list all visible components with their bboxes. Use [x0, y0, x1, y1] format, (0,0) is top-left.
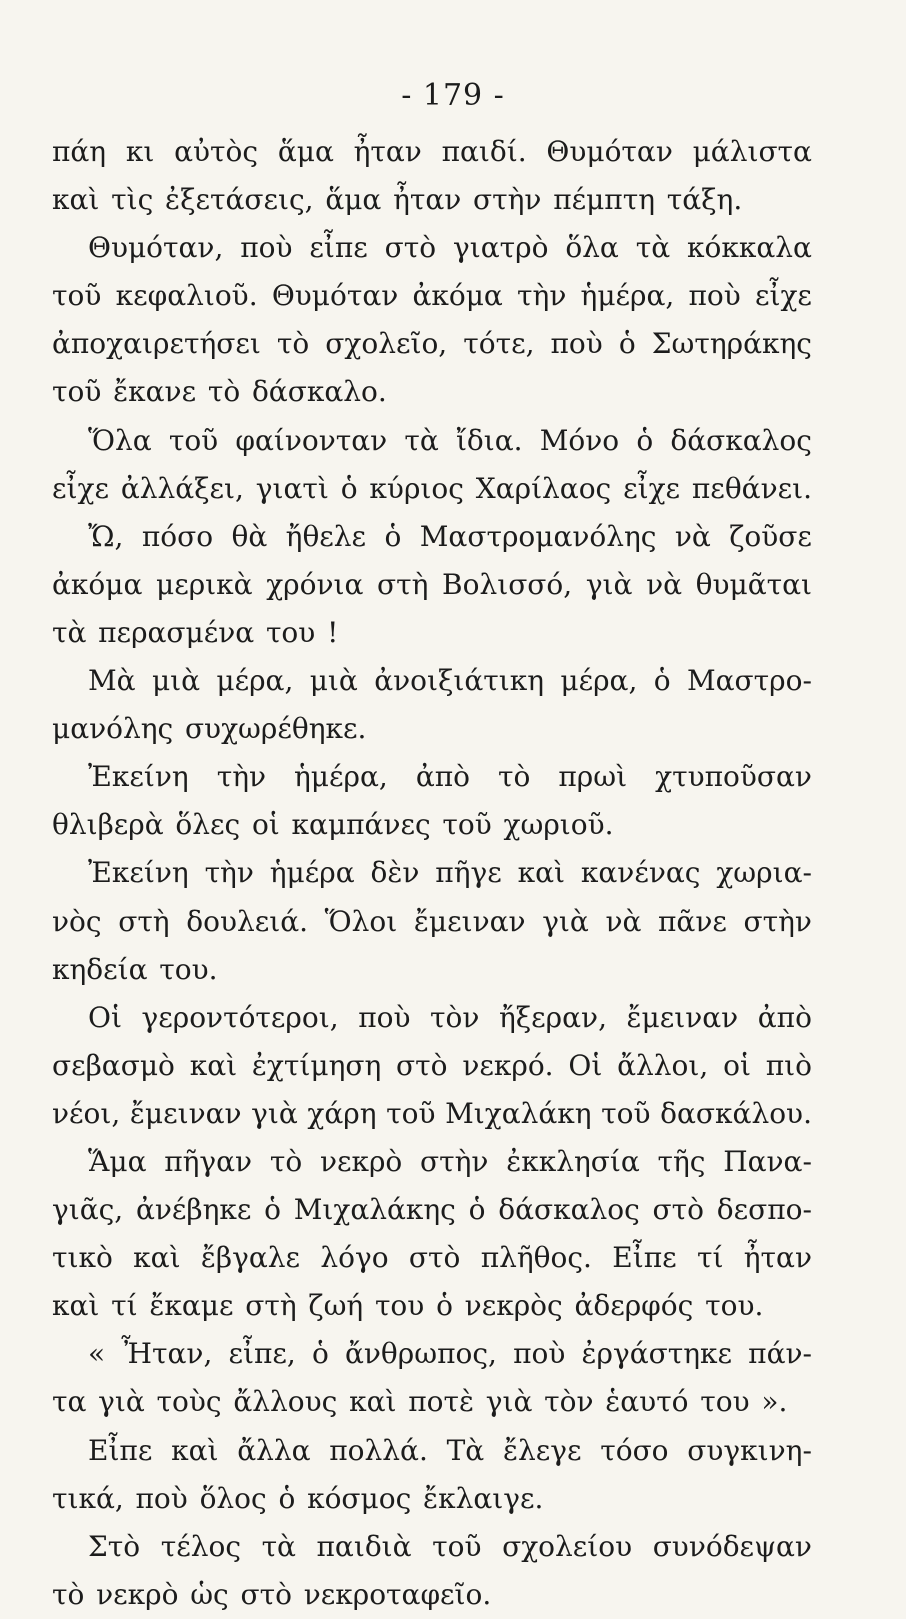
word: ἀπὸ: [757, 1000, 812, 1034]
text-line: [52, 1186, 812, 1234]
text-line: [52, 1475, 812, 1523]
word: Εἶπε: [612, 1241, 677, 1275]
word: καὶ: [52, 1289, 100, 1323]
word: ζοῦσε: [729, 519, 812, 553]
text-line: [52, 513, 812, 561]
word: Εἶπε: [88, 1433, 153, 1467]
word: τί: [111, 1289, 138, 1323]
word: πῆγε: [435, 856, 502, 890]
word: φαίνονταν: [235, 423, 388, 457]
word: Χαρίλαος: [475, 471, 612, 505]
text-line: [52, 465, 812, 513]
word: χάρη: [307, 1096, 377, 1130]
word: ἡμέρα,: [580, 279, 675, 313]
word: τὸ: [269, 1144, 303, 1178]
word: τάξη.: [666, 183, 743, 217]
word: χτυποῦσαν: [655, 760, 812, 794]
text-line: [52, 801, 812, 849]
word: οἱ: [251, 808, 280, 842]
word: Μὰ: [88, 664, 136, 698]
word: ἅμα: [325, 183, 382, 217]
word: ἦταν: [353, 135, 422, 168]
body-text: [52, 128, 812, 1619]
text-line: [52, 1427, 812, 1475]
word: πολλά.: [329, 1433, 428, 1467]
word: ἐκκλησία: [506, 1144, 640, 1178]
word: ἀκόμα: [52, 567, 143, 601]
word: τὸ: [207, 375, 241, 409]
word: Μαστρομανόλης: [419, 519, 657, 553]
word: παιδιὰ: [316, 1529, 412, 1563]
word: στὸ: [384, 231, 437, 265]
word: τοῦ: [52, 375, 102, 409]
word: κηδεία: [52, 952, 148, 986]
word: χωριοῦ.: [503, 808, 614, 842]
word: γιὰ: [542, 904, 589, 938]
word: Ἐκείνη: [88, 760, 189, 794]
word: θυμᾶται: [695, 567, 812, 601]
word: ποὺ: [135, 1481, 188, 1515]
word: τῆς: [657, 1144, 706, 1178]
word: τοῦ: [52, 279, 102, 313]
word: ».: [761, 1385, 788, 1419]
word: μερικὰ: [156, 567, 253, 601]
word: πάν-: [748, 1337, 812, 1371]
word: ἐργάστηκε: [581, 1337, 733, 1371]
word: τὰ: [261, 1529, 296, 1563]
word: ποὺ: [513, 1337, 566, 1371]
word: του: [374, 1289, 425, 1323]
word: τὸ: [498, 760, 531, 794]
word: εἶχε: [52, 471, 109, 505]
word: Πανα-: [723, 1144, 812, 1178]
word: ἐχτίμηση: [251, 1048, 382, 1082]
word: του.: [159, 952, 218, 986]
word: ποὺ: [240, 231, 293, 265]
text-line: [52, 1523, 812, 1571]
word: γιὰ: [485, 1385, 533, 1419]
word: ἐξετάσεις,: [165, 183, 314, 217]
text-line: [52, 1378, 812, 1426]
word: σχολεῖο,: [325, 327, 448, 361]
word: ἀκόμα: [412, 279, 503, 313]
word: ἦταν: [393, 183, 462, 217]
word: αὐτὸς: [174, 135, 259, 168]
word: καμπάνες: [291, 808, 431, 842]
word: καὶ: [517, 856, 565, 890]
word: ἄλλοι,: [617, 1048, 709, 1082]
word: τόσο: [600, 1433, 669, 1467]
word: τοῦ: [601, 1096, 651, 1130]
text-line: [52, 272, 812, 320]
word: καὶ: [189, 1048, 238, 1082]
word: πέμπτη: [553, 183, 655, 217]
text-line: [52, 320, 812, 368]
word: ἔβγαλε: [200, 1241, 301, 1275]
text-line: [52, 898, 812, 946]
word: ὁ: [311, 1337, 329, 1371]
word: γιὰ: [98, 1385, 145, 1419]
word: Σωτηράκης: [651, 327, 812, 361]
word: τὴν: [216, 760, 266, 794]
word: τικά,: [52, 1481, 124, 1515]
word: περασμένα: [98, 615, 255, 649]
word: δασκάλου.: [660, 1096, 812, 1130]
word: γιατὶ: [255, 471, 329, 505]
text-line: [52, 176, 812, 224]
word: ἔκλαιγε.: [423, 1481, 544, 1515]
word: ἅμα: [277, 135, 334, 168]
word: ὁ: [436, 1289, 453, 1323]
word: ἀνοιξιάτικη: [374, 664, 545, 698]
word: σχολείου: [502, 1529, 633, 1563]
word: Θυμόταν,: [88, 231, 224, 265]
word: ἀποχαιρετήσει: [52, 327, 261, 361]
word: ὡς: [190, 1577, 229, 1611]
word: πάη: [52, 135, 107, 168]
word: μάλιστα: [692, 135, 812, 168]
word: θὰ: [231, 519, 268, 553]
word: τὸ: [52, 1577, 85, 1611]
word: ἀλλάξει,: [120, 471, 244, 505]
word: στὸ: [240, 1577, 292, 1611]
text-line: [52, 1042, 812, 1090]
text-line: [52, 1138, 812, 1186]
word: πεθάνει.: [691, 471, 812, 505]
word: ἡμέρα,: [294, 760, 388, 794]
word: μιὰ: [151, 664, 201, 698]
word: κόσμος: [307, 1481, 412, 1515]
word: τὸν: [544, 1385, 594, 1419]
text-line: [52, 753, 812, 801]
word: τοῦ: [168, 423, 219, 457]
word: ἄλλα: [237, 1433, 311, 1467]
word: πιὸ: [765, 1048, 812, 1082]
word: ποὺ: [358, 1000, 411, 1034]
word: ὁ: [618, 327, 636, 361]
word: ζωή: [308, 1289, 364, 1323]
word: εἶχε: [754, 279, 812, 313]
word: κανένας: [580, 856, 701, 890]
word: ἔμειναν: [413, 904, 526, 938]
word: Θυμόταν: [546, 135, 673, 168]
word: Μαστρο-: [686, 664, 812, 698]
word: τὶς: [111, 183, 154, 217]
word: Τὰ: [446, 1433, 485, 1467]
word: καὶ: [52, 183, 100, 217]
text-line: [52, 849, 812, 897]
word: ποὺ: [550, 327, 603, 361]
word: τικὸ: [52, 1241, 113, 1275]
word: ὅλες: [175, 808, 241, 842]
word: συγκινη-: [687, 1433, 812, 1467]
word: Ἦταν,: [121, 1337, 213, 1371]
word: κι: [125, 135, 155, 168]
word: μέρα,: [560, 664, 638, 698]
word: εἶχε: [623, 471, 681, 505]
word: στὴ: [377, 567, 429, 601]
word: καὶ: [349, 1385, 397, 1419]
word: κύριος: [369, 471, 464, 505]
word: νεκρό.: [462, 1048, 554, 1082]
word: Μιχαλάκη: [445, 1096, 592, 1130]
word: Ὅλοι: [324, 904, 398, 938]
word: εἶπε: [309, 231, 368, 265]
word: νὰ: [646, 567, 682, 601]
word: κεφαλιοῦ.: [115, 279, 258, 313]
word: χωρια-: [716, 856, 812, 890]
word: οἱ: [723, 1048, 751, 1082]
text-line: [52, 1090, 812, 1138]
word: ἀδερφός: [574, 1289, 694, 1323]
word: τὰ: [52, 615, 87, 649]
word: τὰ: [635, 231, 671, 265]
word: ἔκαμε: [149, 1289, 234, 1323]
word: ὁ: [264, 1193, 281, 1227]
text-line: [52, 994, 812, 1042]
word: ἤξεραν,: [498, 1000, 607, 1034]
word: ποτὲ: [408, 1385, 474, 1419]
word: στὸ: [396, 1048, 448, 1082]
text-line: [52, 128, 812, 176]
word: ἀπὸ: [415, 760, 470, 794]
text-line: [52, 946, 812, 994]
word: Μόνο: [539, 423, 620, 457]
word: στὴν: [420, 1144, 489, 1178]
word: δὲν: [370, 856, 420, 890]
word: Θυμόταν: [271, 279, 399, 313]
word: νεκρὸ: [96, 1577, 179, 1611]
word: ἑαυτό: [605, 1385, 689, 1419]
word: στὴν: [473, 183, 542, 217]
word: Οἱ: [568, 1048, 603, 1082]
word: ἄλλους: [233, 1385, 338, 1419]
word: ἀνέβηκε: [135, 1193, 252, 1227]
word: πόσο: [141, 519, 214, 553]
word: μιὰ: [309, 664, 358, 698]
word: «: [88, 1337, 106, 1371]
word: ὁ: [384, 519, 402, 553]
word: Ὅλα: [88, 423, 152, 457]
word: γιὰ: [585, 567, 633, 601]
word: του: [700, 1385, 750, 1419]
word: στὸ: [652, 1193, 705, 1227]
word: του: [265, 615, 316, 649]
word: του.: [705, 1289, 764, 1323]
text-line: [52, 1234, 812, 1282]
word: στὸ: [408, 1241, 461, 1275]
word: γιατρὸ: [453, 231, 549, 265]
word: Ἅμα: [88, 1144, 147, 1178]
word: νέοι,: [52, 1096, 121, 1130]
word: τὰ: [404, 423, 439, 457]
word: δουλειά.: [186, 904, 309, 938]
word: δεσπο-: [716, 1193, 812, 1227]
word: χρόνια: [266, 567, 364, 601]
word: νὰ: [674, 519, 711, 553]
word: νὰ: [605, 904, 642, 938]
word: ἔκανε: [113, 375, 197, 409]
word: καὶ: [171, 1433, 219, 1467]
word: τὴν: [204, 856, 254, 890]
word: στὴ: [245, 1289, 297, 1323]
word: ὁ: [653, 664, 671, 698]
word: γιᾶς,: [52, 1193, 124, 1227]
word: τέλος: [160, 1529, 241, 1563]
word: Μιχαλάκης: [293, 1193, 456, 1227]
word: πᾶνε: [658, 904, 727, 938]
word: ἦταν: [743, 1241, 812, 1275]
word: νεκρὸς: [464, 1289, 563, 1323]
text-line: [52, 417, 812, 465]
word: σεβασμὸ: [52, 1048, 175, 1082]
word: καὶ: [133, 1241, 181, 1275]
word: στὴ: [118, 904, 170, 938]
word: ἔλεγε: [502, 1433, 582, 1467]
word: δάσκαλος: [670, 423, 812, 457]
word: ὁ: [340, 471, 358, 505]
word: μανόλης: [52, 712, 174, 746]
word: πῆγαν: [164, 1144, 253, 1178]
word: δάσκαλος: [498, 1193, 640, 1227]
word: συχωρέθηκε.: [184, 712, 367, 746]
word: νὸς: [52, 904, 102, 938]
word: μέρα,: [216, 664, 294, 698]
word: νεκροταφεῖο.: [303, 1577, 492, 1611]
word: ὅλος: [199, 1481, 267, 1515]
word: νεκρὸ: [319, 1144, 403, 1178]
text-line: [52, 561, 812, 609]
word: ποὺ: [688, 279, 741, 313]
word: τὸν: [430, 1000, 480, 1034]
word: τοῦ: [432, 1529, 482, 1563]
word: ἔμειναν: [129, 1096, 242, 1130]
text-line: [52, 657, 812, 705]
word: πλῆθος.: [480, 1241, 592, 1275]
word: ὁ: [278, 1481, 296, 1515]
word: τότε,: [463, 327, 535, 361]
word: !: [327, 615, 339, 649]
word: Οἱ: [88, 1000, 122, 1034]
word: τὴν: [517, 279, 567, 313]
word: στὴν: [743, 904, 812, 938]
word: ἡμέρα: [269, 856, 355, 890]
word: θλιβερὰ: [52, 808, 164, 842]
word: Βολισσό,: [442, 567, 573, 601]
word: πρωὶ: [558, 760, 628, 794]
page-number: - 179 -: [401, 78, 505, 113]
word: εἶπε,: [228, 1337, 296, 1371]
word: τα: [52, 1385, 87, 1419]
word: ὁ: [636, 423, 654, 457]
text-line: [52, 705, 812, 753]
word: τοῦ: [442, 808, 492, 842]
word: γιὰ: [251, 1096, 298, 1130]
word: τὸ: [276, 327, 310, 361]
word: κόκκαλα: [687, 231, 812, 265]
word: Στὸ: [88, 1529, 141, 1563]
word: λόγο: [320, 1241, 389, 1275]
word: Ἐκείνη: [88, 856, 189, 890]
word: ἔμειναν: [626, 1000, 739, 1034]
text-line: [52, 224, 812, 272]
text-line: [52, 1330, 812, 1378]
word: ἤθελε: [285, 519, 367, 553]
word: ὅλα: [565, 231, 619, 265]
text-line: [52, 1282, 812, 1330]
text-line: [52, 1571, 812, 1619]
word: Ὤ,: [88, 519, 124, 553]
word: συνόδεψαν: [652, 1529, 812, 1563]
text-line: [52, 609, 812, 657]
word: ἴδια.: [455, 423, 523, 457]
word: τί: [696, 1241, 724, 1275]
word: τοὺς: [156, 1385, 222, 1419]
word: δάσκαλο.: [251, 375, 387, 409]
word: γεροντότεροι,: [141, 1000, 339, 1034]
word: ἄνθρωπος,: [344, 1337, 497, 1371]
word: παιδί.: [441, 135, 527, 168]
word: τοῦ: [386, 1096, 436, 1130]
text-line: [52, 368, 812, 416]
word: ὁ: [468, 1193, 486, 1227]
